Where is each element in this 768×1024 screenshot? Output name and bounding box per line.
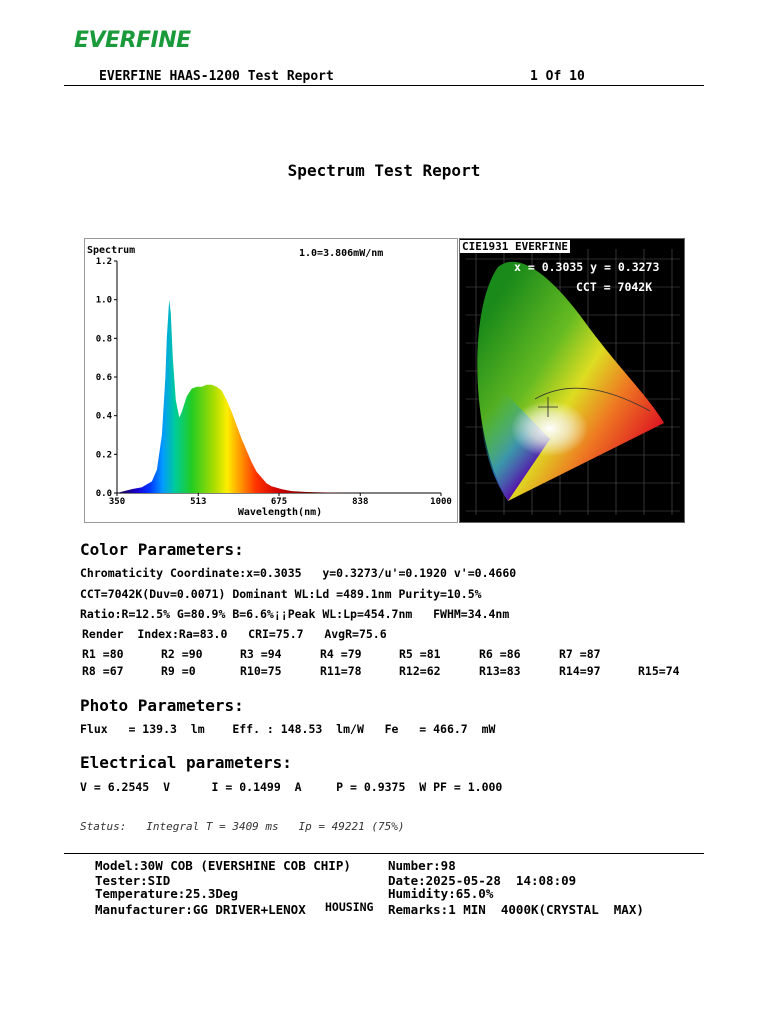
r-value: R15=74	[638, 664, 680, 678]
cct-line: CCT=7042K(Duv=0.0071) Dominant WL:Ld =489.1nm Purity=10.5%	[80, 587, 482, 601]
cie-diagram	[460, 239, 684, 522]
spectrum-y-tick-label: 0.0	[95, 489, 112, 499]
humidity-field: Humidity:65.0%	[388, 886, 494, 901]
date-field: Date:2025-05-28 14:08:09	[388, 873, 577, 888]
spectrum-scale-annotation: 1.0=3.806mW/nm	[299, 248, 384, 259]
chromaticity-line: Chromaticity Coordinate:x=0.3035 y=0.3273/u'=0.1920 v'=0.4660	[80, 566, 517, 580]
r-value: R7 =87	[559, 647, 601, 661]
spectrum-chart	[85, 239, 457, 522]
spectrum-x-tick-label: 1000	[430, 497, 452, 507]
spectrum-x-tick-label: 838	[352, 497, 369, 507]
spectrum-x-tick-label: 513	[190, 497, 207, 507]
r-value: R13=83	[479, 664, 521, 678]
report-header-title: EVERFINE HAAS-1200 Test Report	[99, 69, 334, 84]
r-value: R11=78	[320, 664, 362, 678]
manufacturer-field: Manufacturer:GG DRIVER+LENOX	[95, 902, 306, 917]
remarks-field: Remarks:1 MIN 4000K(CRYSTAL MAX)	[388, 902, 644, 917]
r-value: R4 =79	[320, 647, 362, 661]
cie-diagram-panel	[459, 238, 685, 523]
cie-xy-readout: x = 0.3035 y = 0.3273	[514, 260, 660, 274]
spectrum-x-tick-label: 675	[270, 497, 288, 507]
temperature-field: Temperature:25.3Deg	[95, 886, 238, 901]
spectrum-y-tick-label: 0.2	[95, 450, 112, 461]
electrical-line: V = 6.2545 V I = 0.1499 A P = 0.9375 W PF = 1.000	[80, 780, 503, 794]
r-value: R1 =80	[82, 647, 124, 661]
r-value: R10=75	[240, 664, 282, 678]
housing-field: HOUSING	[325, 900, 374, 914]
spectrum-y-tick-label: 1.0	[95, 295, 112, 306]
spectrum-y-tick-label: 0.4	[95, 411, 112, 422]
everfine-logo: EVERFINE	[74, 28, 191, 53]
flux-line: Flux = 139.3 lm Eff. : 148.53 lm/W Fe = 466.7 mW	[80, 722, 496, 736]
cie-title: CIE1931 EVERFINE	[462, 240, 568, 253]
r-value: R14=97	[559, 664, 601, 678]
page-title: Spectrum Test Report	[287, 161, 481, 180]
number-field: Number:98	[388, 858, 456, 873]
status-line: Status: Integral T = 3409 ms Ip = 49221 (75%)	[80, 820, 405, 833]
spectrum-xlabel: Wavelength(nm)	[237, 507, 323, 518]
color-parameters-heading: Color Parameters:	[80, 540, 244, 559]
spectrum-title: Spectrum	[87, 245, 136, 256]
spectrum-chart-panel	[84, 238, 458, 523]
page-indicator: 1 Of 10	[530, 69, 585, 84]
header-rule	[64, 85, 704, 86]
r-value: R2 =90	[161, 647, 203, 661]
tester-field: Tester:SID	[95, 873, 171, 888]
footer-rule	[64, 853, 704, 854]
r-value: R3 =94	[240, 647, 282, 661]
spectrum-y-tick-label: 0.8	[95, 334, 112, 345]
ratio-line: Ratio:R=12.5% G=80.9% B=6.6%¡¡Peak WL:Lp=454.7nm FWHM=34.4nm	[80, 607, 510, 621]
spectrum-x-tick-label: 350	[108, 497, 126, 507]
spectrum-axes	[96, 257, 452, 507]
model-field: Model:30W COB (EVERSHINE COB CHIP)	[95, 858, 351, 873]
r-value: R6 =86	[479, 647, 521, 661]
spectrum-y-tick-label: 0.6	[95, 373, 112, 383]
r-value: R5 =81	[399, 647, 441, 661]
r-value: R12=62	[399, 664, 441, 678]
spectrum-y-tick-label: 1.2	[95, 257, 112, 267]
render-index-line: Render Index:Ra=83.0 CRI=75.7 AvgR=75.6	[82, 627, 387, 641]
r-value: R9 =0	[161, 664, 196, 678]
electrical-parameters-heading: Electrical parameters:	[80, 753, 292, 772]
r-value: R8 =67	[82, 664, 124, 678]
spectrum-area	[117, 300, 441, 493]
photo-parameters-heading: Photo Parameters:	[80, 696, 244, 715]
cie-cct-readout: CCT = 7042K	[576, 280, 653, 294]
